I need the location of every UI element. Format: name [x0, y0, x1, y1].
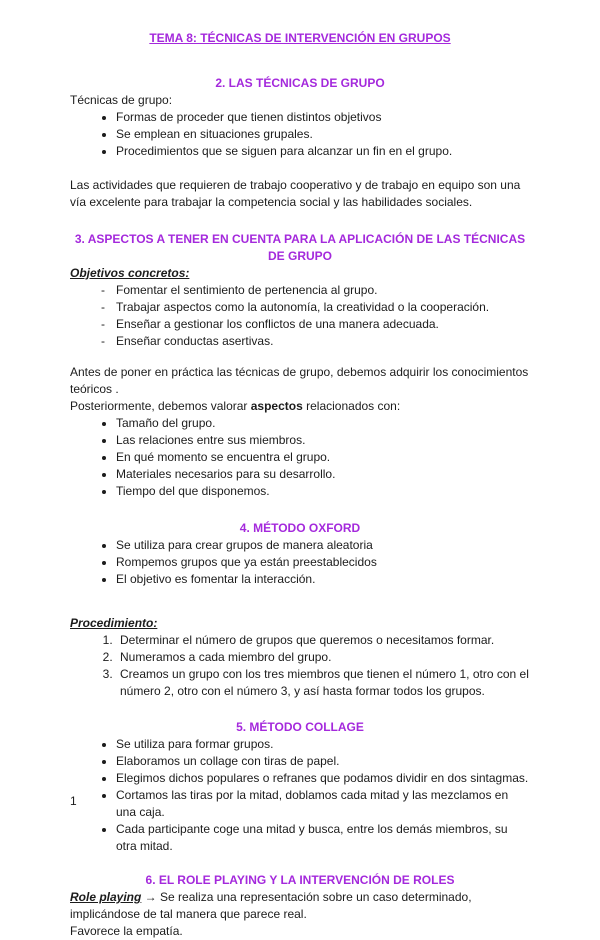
list-item: • Las relaciones entre sus miembros.: [116, 432, 530, 449]
section-2-lead: Técnicas de grupo:: [70, 93, 173, 107]
list-item: • Procedimientos que se siguen para alcanzar un fin en el grupo.: [116, 143, 530, 160]
paragraph-text: → Se realiza una representación sobre un caso determinado, implicándose de tal manera que parece real.: [70, 890, 472, 921]
list-item: • Cada participante coge una mitad y busca, entre los demás miembros, su otra mitad.: [116, 821, 530, 855]
section-2-paragraph: Las actividades que requieren de trabajo cooperativo y de trabajo en equipo son una vía excelente para trabajar la competencia social y las habilidades sociales.: [70, 178, 521, 209]
list-item: • En qué momento se encuentra el grupo.: [116, 449, 530, 466]
list-item: • Tiempo del que disponemos.: [116, 483, 530, 500]
list-item: • Formas de proceder que tienen distintos objetivos: [116, 109, 530, 126]
list-item: 1. Determinar el número de grupos que queremos o necesitamos formar.: [116, 632, 530, 649]
section-3-paragraph-2: [70, 398, 530, 415]
list-item: • Elaboramos un collage con tiras de papel.: [116, 753, 530, 770]
list-item: • Se emplean en situaciones grupales.: [116, 126, 530, 143]
section-3-paragraph-1: Antes de poner en práctica las técnicas de grupo, debemos adquirir los conocimientos teóricos .: [70, 365, 529, 396]
section-5-heading: 5. MÉTODO COLLAGE: [236, 720, 364, 734]
list-item: - Enseñar conductas asertivas.: [116, 333, 530, 350]
list-item: • Se utiliza para crear grupos de manera aleatoria: [116, 537, 530, 554]
list-item: - Enseñar a gestionar los conflictos de una manera adecuada.: [116, 316, 530, 333]
section-6-heading: 6. EL ROLE PLAYING Y LA INTERVENCIÓN DE ROLES: [145, 873, 455, 887]
section-4-heading: 4. MÉTODO OXFORD: [239, 521, 361, 535]
section-4-subheading-procedimiento: Procedimiento:: [70, 616, 158, 630]
list-item: 3. Creamos un grupo con los tres miembros que tienen el número 1, otro con el número 2, otro con el número 3, y así hasta formar todos los grupos.: [116, 666, 530, 700]
section-6-paragraph: Favorece la empatía.: [70, 924, 183, 938]
list-item: • Tamaño del grupo.: [116, 415, 530, 432]
list-item: • Cortamos las tiras por la mitad, doblamos cada mitad y las mezclamos en una caja.: [116, 787, 530, 821]
section-3-dash-list: [70, 282, 530, 350]
list-item: - Fomentar el sentimiento de pertenencia al grupo.: [116, 282, 530, 299]
list-item: • Rompemos grupos que ya están preestablecidos: [116, 554, 530, 571]
document-title: TEMA 8: TÉCNICAS DE INTERVENCIÓN EN GRUPOS: [149, 31, 451, 45]
list-item: - Trabajar aspectos como la autonomía, la creatividad o la cooperación.: [116, 299, 530, 316]
section-2-heading: 2. LAS TÉCNICAS DE GRUPO: [215, 76, 385, 90]
section-5-bullet-list: [70, 736, 530, 855]
term-role-playing: Role playing: [70, 890, 142, 904]
section-3-heading: 3. ASPECTOS A TENER EN CUENTA PARA LA APLICACIÓN DE LAS TÉCNICAS DE GRUPO: [74, 232, 526, 263]
section-4-bullet-list: [70, 537, 530, 588]
list-item: • Se utiliza para formar grupos.: [116, 736, 530, 753]
list-item: • El objetivo es fomentar la interacción.: [116, 571, 530, 588]
section-3-bullet-list: [70, 415, 530, 500]
list-item: 2. Numeramos a cada miembro del grupo.: [116, 649, 530, 666]
section-4-numbered-list: [70, 632, 530, 700]
paragraph-text: relacionados con:: [302, 399, 401, 413]
section-6-definition: [70, 889, 530, 923]
bold-word-aspectos: aspectos: [250, 399, 303, 413]
section-2-bullet-list: [70, 109, 530, 160]
paragraph-text: Posteriormente, debemos valorar: [70, 399, 251, 413]
section-3-subheading-objetivos: Objetivos concretos:: [70, 266, 190, 280]
list-item: • Materiales necesarios para su desarrollo.: [116, 466, 530, 483]
page-number: 1: [70, 794, 77, 808]
list-item: • Elegimos dichos populares o refranes que podamos dividir en dos sintagmas.: [116, 770, 530, 787]
